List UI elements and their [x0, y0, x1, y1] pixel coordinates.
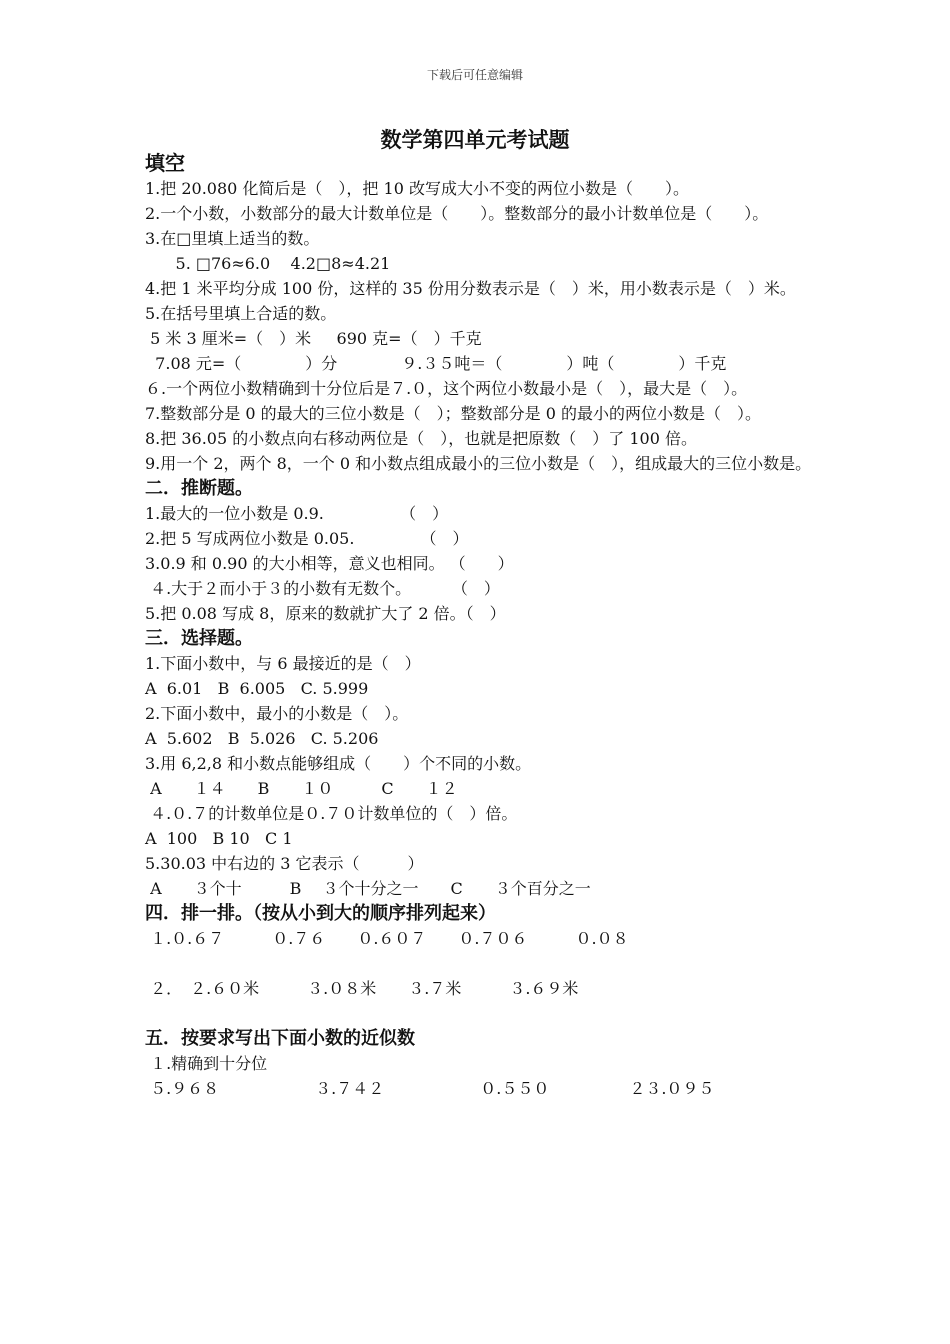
question-1-9: 9.用一个 2，两个 8，一个 0 和小数点组成最小的三位小数是（ ），组成最大的三位小数是。 — [145, 454, 812, 473]
question-2-5: 5.把 0.08 写成 8，原来的数就扩大了 2 倍。（ ） — [145, 604, 506, 623]
question-1-5: 5.在括号里填上合适的数。 — [145, 304, 337, 323]
question-3-5-options: A ３个十 B ３个十分之一 C ３个百分之一 — [145, 879, 591, 898]
section-approximation-heading: 五．按要求写出下面小数的近似数 — [145, 1028, 415, 1049]
question-1-3-sub: 5. □76≈6.0 4.2□8≈4.21 — [145, 254, 391, 273]
question-3-4-options: A 100 B 10 C 1 — [145, 829, 293, 848]
question-3-4: ４.０.７的计数单位是０.７０计数单位的（ ）倍。 — [145, 804, 518, 823]
question-2-3: 3.0.9 和 0.90 的大小相等，意义也相同。 （ ） — [145, 554, 514, 573]
question-1-7: 7.整数部分是 0 的最大的三位小数是（ ）；整数部分是 0 的最小的两位小数是（ ）。 — [145, 404, 761, 423]
question-3-2: 2.下面小数中，最小的小数是（ ）。 — [145, 704, 409, 723]
approximation-row: ５.９６８ ３.７４２ ０.５５０ ２３.０９５ — [145, 1079, 715, 1098]
section-judgement-heading: 二．推断题。 — [145, 478, 253, 499]
spacer — [145, 951, 815, 976]
question-1-2: 2.一个小数，小数部分的最大计数单位是（ ）。整数部分的最小计数单位是（ ）。 — [145, 204, 769, 223]
question-2-1: 1.最大的一位小数是 0.9. （ ） — [145, 504, 449, 523]
question-1-5-b: 7.08 元=（ ）分 ９.３５吨＝（ ）吨（ ）千克 — [145, 354, 727, 373]
approximation-subheading: １.精确到十分位 — [145, 1054, 268, 1073]
question-3-1: 1.下面小数中，与 6 最接近的是（ ） — [145, 654, 421, 673]
question-3-3-options: A １４ B １０ C １２ — [145, 779, 458, 798]
header-note: 下载后可任意编辑 — [426, 68, 523, 82]
question-3-5: 5.30.03 中右边的 3 它表示（ ） — [145, 854, 424, 873]
section-ordering-heading: 四．排一排。（按从小到大的顺序排列起来） — [145, 903, 496, 924]
question-2-4: ４.大于２而小于３的小数有无数个。 （ ） — [145, 579, 500, 598]
section-fill-blank-heading: 填空 — [145, 151, 185, 175]
question-3-3: 3.用 6,2,8 和小数点能够组成（ ）个不同的小数。 — [145, 754, 532, 773]
question-1-6: ６.一个两位小数精确到十分位后是７.０，这个两位小数最小是（ ），最大是（ ）。 — [145, 379, 748, 398]
question-3-2-options: A 5.602 B 5.026 C. 5.206 — [145, 729, 379, 748]
question-1-4: 4.把 1 米平均分成 100 份，这样的 35 份用分数表示是（ ）米，用小数表示是（ ）米。 — [145, 279, 796, 298]
page-title: 数学第四单元考试题 — [380, 127, 570, 152]
spacer — [145, 1001, 815, 1026]
question-3-1-options: A 6.01 B 6.005 C. 5.999 — [145, 679, 369, 698]
question-1-8: 8.把 36.05 的小数点向右移动两位是（ ），也就是把原数（ ）了 100 倍。 — [145, 429, 697, 448]
question-2-2: 2.把 5 写成两位小数是 0.05. （ ） — [145, 529, 469, 548]
question-1-1: 1.把 20.080 化简后是（ ），把 10 改写成大小不变的两位小数是（ ）。 — [145, 179, 689, 198]
section-choice-heading: 三．选择题。 — [145, 628, 253, 649]
ordering-row-2: ２． ２.６０米 ３.０８米 ３.７米 ３.６９米 — [145, 979, 579, 998]
question-1-3: 3.在□里填上适当的数。 — [145, 229, 320, 248]
exam-body — [145, 150, 815, 1101]
question-1-5-a: 5 米 3 厘米=（ ）米 690 克=（ ）千克 — [145, 329, 482, 348]
ordering-row-1: １.０.６７ ０.７６ ０.６０７ ０.７０６ ０.０８ — [145, 929, 629, 948]
